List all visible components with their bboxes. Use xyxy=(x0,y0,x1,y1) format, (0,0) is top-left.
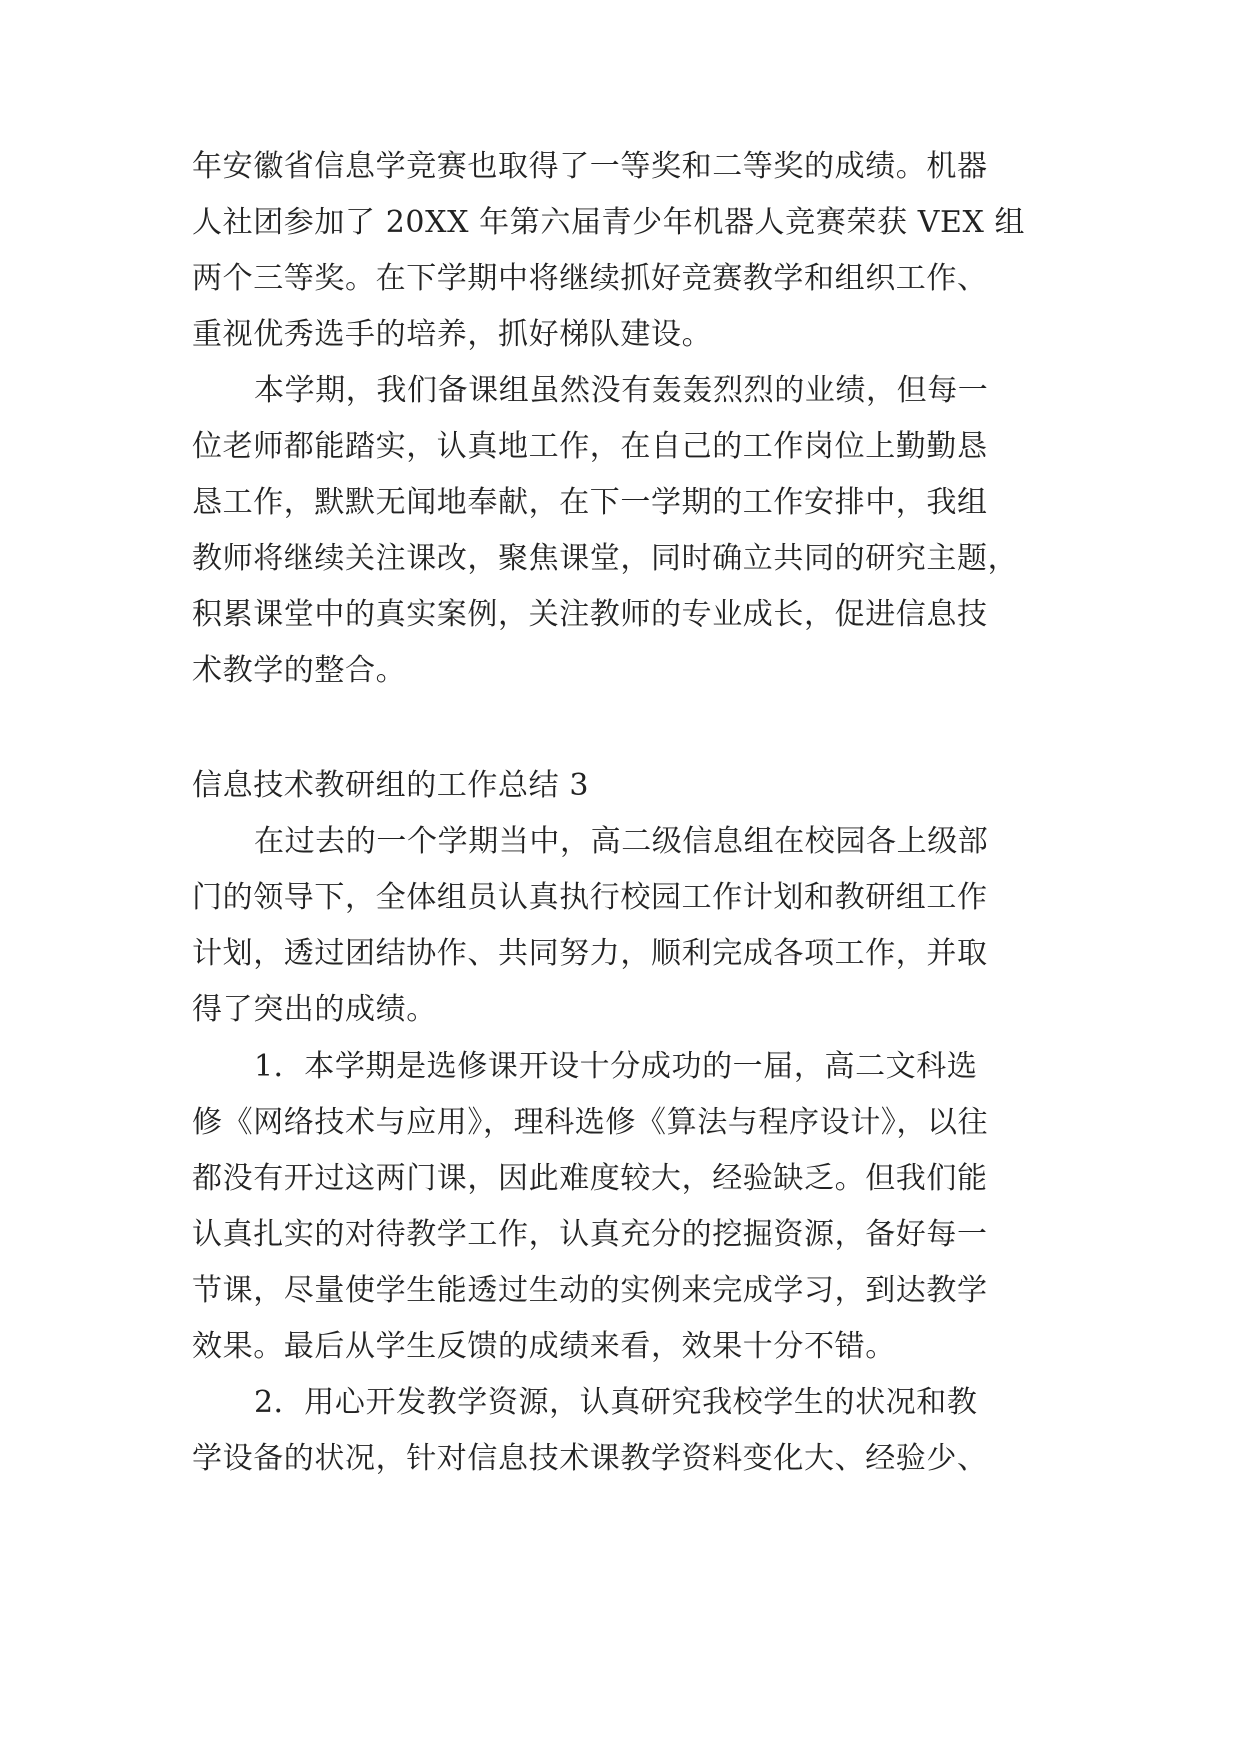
text-line: 术教学的整合。 xyxy=(192,653,407,688)
text-line: 效果。最后从学生反馈的成绩来看，效果十分不错。 xyxy=(192,1329,896,1364)
text-line: 得了突出的成绩。 xyxy=(192,992,437,1027)
text-line: 认真扎实的对待教学工作，认真充分的挖掘资源，备好每一 xyxy=(192,1217,988,1252)
text-line: 年安徽省信息学竞赛也取得了一等奖和二等奖的成绩。机器 xyxy=(192,149,988,184)
text-line: 位老师都能踏实，认真地工作，在自己的工作岗位上勤勤恳 xyxy=(192,429,988,464)
section-heading: 信息技术教研组的工作总结 3 xyxy=(192,768,590,803)
text-line: 2．用心开发教学资源，认真研究我校学生的状况和教 xyxy=(254,1385,978,1420)
text-line: 恳工作，默默无闻地奉献，在下一学期的工作安排中，我组 xyxy=(192,485,988,520)
text-line: 节课，尽量使学生能透过生动的实例来完成学习，到达教学 xyxy=(192,1273,988,1308)
text-line: 门的领导下，全体组员认真执行校园工作计划和教研组工作 xyxy=(192,880,988,915)
text-line: 两个三等奖。在下学期中将继续抓好竞赛教学和组织工作、 xyxy=(192,261,988,296)
text-line: 计划，透过团结协作、共同努力，顺利完成各项工作，并取 xyxy=(192,936,988,971)
text-line: 1．本学期是选修课开设十分成功的一届，高二文科选 xyxy=(254,1049,978,1084)
text-line: 重视优秀选手的培养，抓好梯队建设。 xyxy=(192,317,713,352)
text-line: 学设备的状况，针对信息技术课教学资料变化大、经验少、 xyxy=(192,1441,988,1476)
text-line: 本学期，我们备课组虽然没有轰轰烈烈的业绩，但每一 xyxy=(254,373,989,408)
text-line: 教师将继续关注课改，聚焦课堂，同时确立共同的研究主题， xyxy=(192,541,1019,576)
text-line: 人社团参加了 20XX 年第六届青少年机器人竞赛荣获 VEX 组 xyxy=(192,205,1026,240)
text-line: 都没有开过这两门课，因此难度较大，经验缺乏。但我们能 xyxy=(192,1161,988,1196)
text-line: 修《网络技术与应用》，理科选修《算法与程序设计》，以往 xyxy=(192,1105,989,1140)
text-line: 在过去的一个学期当中，高二级信息组在校园各上级部 xyxy=(254,824,989,859)
text-line: 积累课堂中的真实案例，关注教师的专业成长，促进信息技 xyxy=(192,597,988,632)
